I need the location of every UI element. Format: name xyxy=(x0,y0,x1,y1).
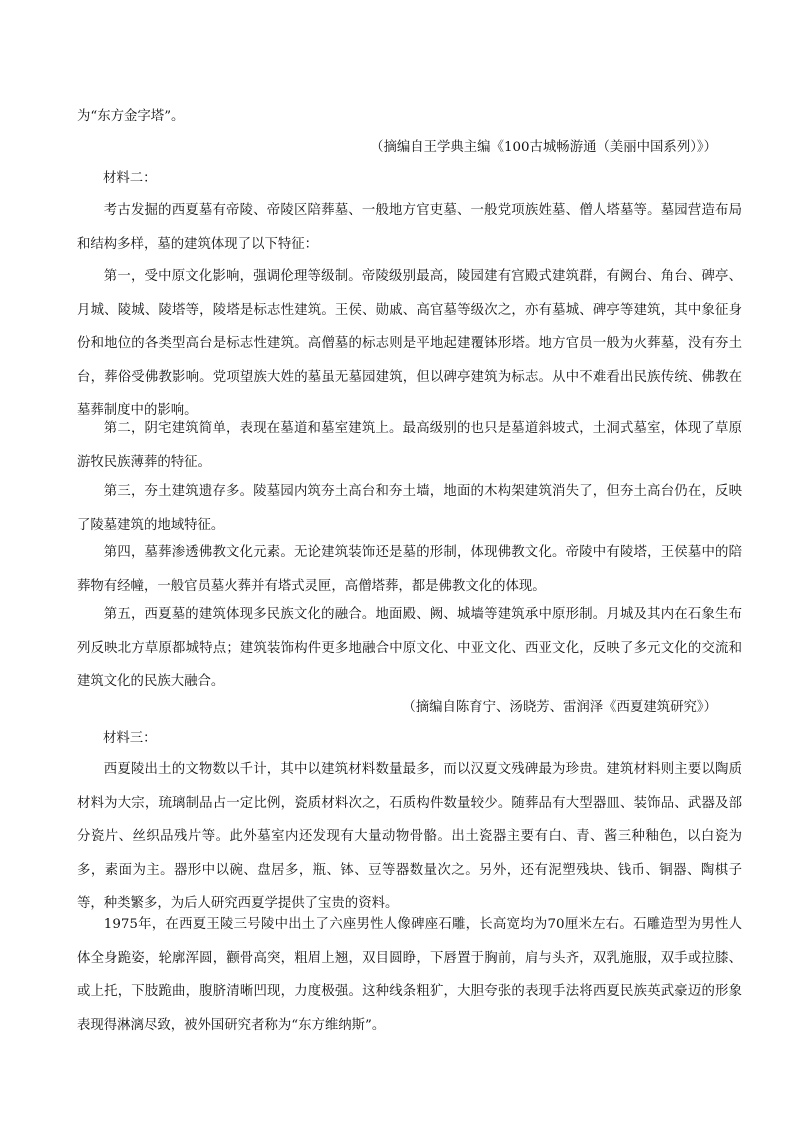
material-2-point-1: 第一，受中原文化影响，强调伦理等级制。帝陵级别最高，陵园建有宫殿式建筑群，有阙台、角台、碑亭、月城、陵城、陵塔等，陵塔是标志性建筑。王侯、勋戚、高官墓等级次之，亦有墓城、碑亭等建筑，其中象征身份和地位的各类型高台是标志性建筑。高僧墓的标志则是平地起建覆钵形塔。地方官员一般为火葬墓，没有夯土台，葬俗受佛教影响。党项望族大姓的墓虽无墓园建筑，但以碑亭建筑为标志。从中不难看出民族传统、佛教在墓葬制度中的影响。 xyxy=(77,269,742,419)
material-3-paragraph-1: 西夏陵出土的文物数以千计，其中以建筑材料数量最多，而以汉夏文残碑最为珍贵。建筑材料则主要以陶质材料为大宗，琉璃制品占一定比例，瓷质材料次之，石质构件数量较少。随葬品有大型器皿、装饰品、武器及部分瓷片、丝织品残片等。此外墓室内还发现有大量动物骨骼。出土瓷器主要有白、青、酱三种釉色，以白瓷为多，素面为主。器形中以碗、盘居多，瓶、钵、豆等器数量次之。另外，还有泥塑残块、钱币、铜器、陶棋子等，种类繁多，为后人研究西夏学提供了宝贵的资料。 xyxy=(77,762,742,912)
material-3-label: 材料三： xyxy=(103,731,157,746)
material-2-label: 材料二： xyxy=(103,171,157,186)
source-citation-1: （摘编自王学典主编《100古城畅游通（美丽中国系列）》） xyxy=(370,140,717,155)
material-3-paragraph-2: 1975年，在西夏王陵三号陵中出土了六座男性人像碑座石雕，长高宽均为70厘米左右。石雕造型为男性人体全身跪姿，轮廓浑圆，颧骨高突，粗眉上翘，双目圆睁，下唇置于胸前，肩与头齐，双乳施服，双手或拉膝、或上托，下肢跪曲，腹脐清晰凹现，力度极强。这种线条粗犷，大胆夸张的表现手法将西夏民族英武豪迈的形象表现得淋漓尽致，被外国研究者称为“东方维纳斯”。 xyxy=(77,917,742,1033)
material-2-point-4: 第四，墓葬渗透佛教文化元素。无论建筑装饰还是墓的形制，体现佛教文化。帝陵中有陵塔，王侯墓中的陪葬物有经幢，一般官员墓火葬并有塔式灵匣，高僧塔葬，都是佛教文化的体现。 xyxy=(77,545,742,594)
source-citation-2: （摘编自陈育宁、汤晓芳、雷润泽《西夏建筑研究》） xyxy=(402,700,717,715)
material-2-point-2: 第二，阴宅建筑简单，表现在墓道和墓室建筑上。最高级别的也只是墓道斜坡式，土洞式墓室，体现了草原游牧民族薄葬的特征。 xyxy=(77,421,742,470)
material-2-intro: 考古发掘的西夏墓有帝陵、帝陵区陪葬墓、一般地方官吏墓、一般党项族姓墓、僧人塔墓等。墓园营造布局和结构多样，墓的建筑体现了以下特征： xyxy=(77,203,742,252)
material-2-point-3: 第三，夯土建筑遗存多。陵墓园内筑夯土高台和夯土墙，地面的木构架建筑消失了，但夯土高台仍在，反映了陵墓建筑的地域特征。 xyxy=(77,484,742,533)
material-2-point-5: 第五，西夏墓的建筑体现多民族文化的融合。地面殿、阙、城墙等建筑承中原形制。月城及其内在石象生布列反映北方草原都城特点；建筑装饰构件更多地融合中原文化、中亚文化、西亚文化，反映了多元文化的交流和建筑文化的民族大融合。 xyxy=(77,607,742,690)
paragraph-continuation: 为“东方金字塔”。 xyxy=(77,109,185,124)
